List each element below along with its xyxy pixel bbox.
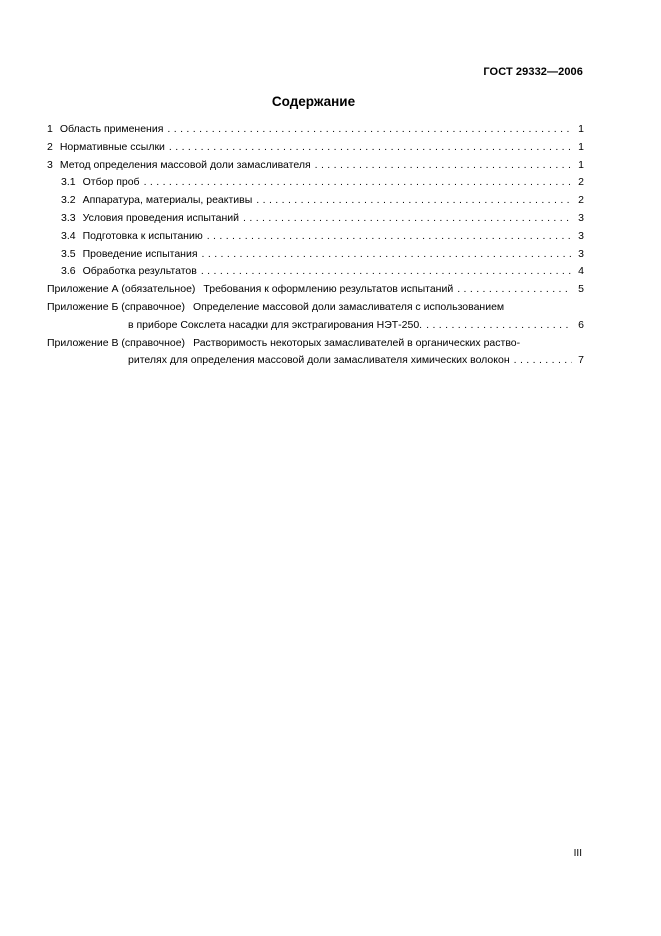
document-code: ГОСТ 29332—2006 xyxy=(483,66,583,78)
toc-entry-label: Нормативные ссылки xyxy=(59,140,165,153)
toc-entry-label: Условия проведения испытаний xyxy=(82,211,240,224)
leader-dots xyxy=(256,192,572,210)
appendix-prefix: Приложение А (обязательное) xyxy=(47,283,196,296)
toc-appendix-c[interactable] xyxy=(47,335,584,353)
toc-entry[interactable] xyxy=(47,121,584,139)
toc-appendix-a[interactable] xyxy=(47,281,584,299)
leader-dots xyxy=(207,228,572,246)
toc-entry-label: Проведение испытания xyxy=(82,247,198,260)
leader-dots xyxy=(457,281,572,299)
toc-entry-number: 2 xyxy=(47,140,53,153)
appendix-prefix: Приложение Б (справочное) xyxy=(47,300,185,313)
toc-entry[interactable] xyxy=(47,263,584,281)
toc-appendix-c-continuation[interactable] xyxy=(47,352,584,370)
toc-entry[interactable] xyxy=(47,174,584,192)
appendix-title-line2: в приборе Сокслета насадки для экстрагирования НЭТ-250. xyxy=(128,318,423,331)
toc-appendix-b[interactable] xyxy=(47,299,584,317)
toc-entry-number: 3.3 xyxy=(61,211,76,224)
leader-dots xyxy=(514,352,572,370)
toc-entry-number: 3.1 xyxy=(61,176,76,189)
leader-dots xyxy=(169,139,572,157)
appendix-title-line1: Определение массовой доли замасливателя с использованием xyxy=(192,300,505,313)
toc-entry-page: 3 xyxy=(578,211,584,224)
appendix-prefix: Приложение В (справочное) xyxy=(47,336,186,349)
toc-entry-label: Метод определения массовой доли замасливателя xyxy=(59,158,311,171)
leader-dots xyxy=(202,246,572,264)
appendix-title-line2: рителях для определения массовой доли замасливателя химических волокон xyxy=(128,354,510,367)
toc-entry-page: 1 xyxy=(578,140,584,153)
toc-entry[interactable] xyxy=(47,139,584,157)
toc-entry-number: 3 xyxy=(47,158,53,171)
toc-entry-page: 3 xyxy=(578,229,584,242)
toc-entry-number: 3.5 xyxy=(61,247,76,260)
appendix-page: 5 xyxy=(578,283,584,296)
toc-entry-page: 2 xyxy=(578,176,584,189)
toc-entry-label: Аппаратура, материалы, реактивы xyxy=(82,194,253,207)
leader-dots xyxy=(144,174,572,192)
leader-dots xyxy=(243,210,572,228)
toc-entry-page: 2 xyxy=(578,194,584,207)
toc-entry-page: 3 xyxy=(578,247,584,260)
toc-entry-label: Отбор проб xyxy=(82,176,140,189)
toc-entry[interactable] xyxy=(47,228,584,246)
toc-entry-number: 3.4 xyxy=(61,229,76,242)
leader-dots xyxy=(426,317,572,335)
toc-entry[interactable] xyxy=(47,246,584,264)
toc-entry-page: 4 xyxy=(578,265,584,278)
appendix-title: Требования к оформлению результатов испытаний xyxy=(203,283,454,296)
toc-entry[interactable] xyxy=(47,157,584,175)
toc-title: Содержание xyxy=(271,94,356,109)
appendix-title-line1: Растворимость некоторых замасливателей в органических раство- xyxy=(193,336,521,349)
toc-entry-page: 1 xyxy=(578,123,584,135)
table-of-contents xyxy=(47,121,584,370)
page-number: III xyxy=(573,848,582,859)
toc-entry-label: Область применения xyxy=(59,123,164,135)
appendix-page: 7 xyxy=(578,354,584,367)
toc-entry-label: Обработка результатов xyxy=(82,265,197,278)
toc-entry-number: 3.6 xyxy=(61,265,76,278)
toc-appendix-b-continuation[interactable] xyxy=(47,317,584,335)
toc-entry-page: 1 xyxy=(578,158,584,171)
toc-entry-number: 1 xyxy=(47,123,53,135)
appendix-page: 6 xyxy=(578,318,584,331)
toc-entry[interactable] xyxy=(47,192,584,210)
toc-entry[interactable] xyxy=(47,210,584,228)
toc-entry-number: 3.2 xyxy=(61,194,76,207)
toc-entry-label: Подготовка к испытанию xyxy=(82,229,203,242)
leader-dots xyxy=(167,121,572,139)
leader-dots xyxy=(315,157,572,175)
leader-dots xyxy=(201,263,572,281)
